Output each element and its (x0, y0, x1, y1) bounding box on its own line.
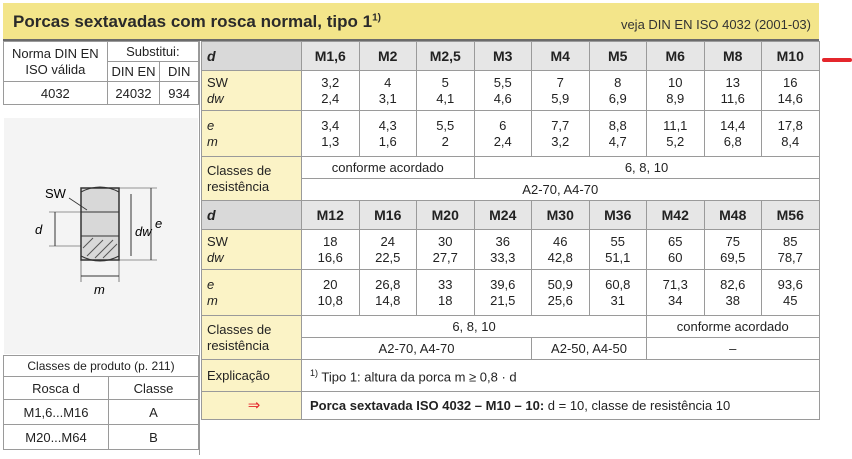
e-m-cell: 60,8 31 (589, 270, 647, 316)
sw-dw-cell: 36 33,3 (474, 230, 532, 270)
example-arrow-icon: ⇒ (202, 392, 302, 420)
size-header-label: d (202, 42, 302, 71)
sw-dw-cell: 13 11,6 (704, 71, 762, 111)
size-cell: M5 (589, 42, 647, 71)
nut-body-shape (81, 188, 119, 260)
dimensions-table (201, 41, 820, 420)
e-m-cell: 17,8 8,4 (762, 111, 820, 157)
norma-value: 4032 (4, 82, 108, 105)
sw-dw-cell: 16 14,6 (762, 71, 820, 111)
sw-dw-cell: 18 16,6 (302, 230, 360, 270)
e-m-cell: 82,6 38 (704, 270, 762, 316)
e-m-cell: 20 10,8 (302, 270, 360, 316)
e-m-cell: 93,6 45 (762, 270, 820, 316)
conforme-cell-1: conforme acordado (302, 157, 475, 179)
table-row (202, 42, 820, 71)
sw-dw-cell: 5 4,1 (417, 71, 475, 111)
table-row (202, 111, 820, 157)
classes-label-1: Classes de resistência (202, 157, 302, 201)
size-cell: M30 (532, 201, 590, 230)
size-cell: M36 (589, 201, 647, 230)
label-dw: dw (135, 224, 152, 239)
size-cell: M8 (704, 42, 762, 71)
din-label: DIN (160, 62, 199, 82)
e-m-cell: 33 18 (417, 270, 475, 316)
explicacao-text: $^{1)}$ Tipo 1: altura da porca m ≥ 0,8 · d (302, 360, 820, 392)
e-m-label: e m (202, 270, 302, 316)
table-row (202, 201, 820, 230)
classes-label-2: Classes de resistência (202, 316, 302, 360)
size-cell: M24 (474, 201, 532, 230)
size-cell: M48 (704, 201, 762, 230)
explicacao-label: Explicação (202, 360, 302, 392)
sw-dw-cell: 5,5 4,6 (474, 71, 532, 111)
din-en-value: 24032 (107, 82, 160, 105)
label-e: e (155, 216, 163, 231)
red-marker-arrow-icon (822, 58, 852, 62)
norma-table (3, 41, 199, 105)
sw-dw-cell: 46 42,8 (532, 230, 590, 270)
sw-dw-cell: 85 78,7 (762, 230, 820, 270)
title-bar (3, 3, 819, 41)
classes-steel-2: 6, 8, 10 (302, 316, 647, 338)
table-row (202, 316, 820, 338)
table-row (202, 360, 820, 392)
table-row (202, 157, 820, 179)
dimensions-panel (201, 41, 819, 420)
size-cell: M10 (762, 42, 820, 71)
sw-dw-cell: 75 69,5 (704, 230, 762, 270)
rosca-header: Rosca d (4, 377, 109, 400)
size-cell: M56 (762, 201, 820, 230)
e-m-cell: 7,7 3,2 (532, 111, 590, 157)
table-row (202, 230, 820, 270)
rosca-row-1: M1,6...M16 (4, 400, 109, 425)
size-cell: M20 (417, 201, 475, 230)
e-m-cell: 50,9 25,6 (532, 270, 590, 316)
table-row (202, 270, 820, 316)
size-cell: M2,5 (417, 42, 475, 71)
classes-steel-1: 6, 8, 10 (474, 157, 819, 179)
label-d: d (35, 222, 43, 237)
substitui-label: Substitui: (107, 42, 198, 62)
label-sw: SW (45, 186, 66, 201)
sw-dw-cell: 55 51,1 (589, 230, 647, 270)
example-text: Porca sextavada ISO 4032 – M10 – 10: d = 10, classe de resistência 10 (302, 392, 820, 420)
product-class-table (3, 355, 199, 450)
table-row (202, 71, 820, 111)
sw-dw-label: SW dw (202, 71, 302, 111)
size-header-label: d (202, 201, 302, 230)
product-classes-label: Classes de produto (p. 211) (4, 356, 199, 377)
sw-dw-cell: 10 8,9 (647, 71, 705, 111)
e-m-cell: 26,8 14,8 (359, 270, 417, 316)
size-cell: M4 (532, 42, 590, 71)
size-cell: M42 (647, 201, 705, 230)
e-m-label: e m (202, 111, 302, 157)
e-m-cell: 71,3 34 (647, 270, 705, 316)
size-cell: M3 (474, 42, 532, 71)
sw-dw-label: SW dw (202, 230, 302, 270)
sw-dw-cell: 30 27,7 (417, 230, 475, 270)
din-value: 934 (160, 82, 199, 105)
size-cell: M1,6 (302, 42, 360, 71)
stainless-b: A2-50, A4-50 (532, 338, 647, 360)
e-m-cell: 14,4 6,8 (704, 111, 762, 157)
sw-dw-cell: 24 22,5 (359, 230, 417, 270)
e-m-cell: 8,8 4,7 (589, 111, 647, 157)
conforme-cell-2: conforme acordado (647, 316, 820, 338)
e-m-cell: 5,5 2 (417, 111, 475, 157)
e-m-cell: 4,3 1,6 (359, 111, 417, 157)
standard-reference: veja DIN EN ISO 4032 (2001-03) (620, 17, 811, 32)
norma-label: Norma DIN EN ISO válida (4, 42, 108, 82)
label-m: m (94, 282, 105, 297)
classes-stainless-1: A2-70, A4-70 (302, 179, 820, 201)
e-m-cell: 6 2,4 (474, 111, 532, 157)
e-m-cell: 39,6 21,5 (474, 270, 532, 316)
table-row (202, 392, 820, 420)
stainless-a: A2-70, A4-70 (302, 338, 532, 360)
e-m-cell: 11,1 5,2 (647, 111, 705, 157)
classe-row-2: B (109, 425, 199, 450)
classe-header: Classe (109, 377, 199, 400)
sw-dw-cell: 3,2 2,4 (302, 71, 360, 111)
sw-dw-cell: 4 3,1 (359, 71, 417, 111)
rosca-row-2: M20...M64 (4, 425, 109, 450)
sw-dw-cell: 8 6,9 (589, 71, 647, 111)
stainless-c: – (647, 338, 820, 360)
datasheet (3, 3, 819, 455)
sw-dw-cell: 7 5,9 (532, 71, 590, 111)
size-cell: M2 (359, 42, 417, 71)
hex-nut-diagram (3, 118, 199, 354)
din-en-label: DIN EN (107, 62, 160, 82)
e-m-cell: 3,4 1,3 (302, 111, 360, 157)
nut-drawing (3, 118, 199, 354)
size-cell: M16 (359, 201, 417, 230)
left-panel (3, 41, 200, 455)
sw-dw-cell: 65 60 (647, 230, 705, 270)
size-cell: M6 (647, 42, 705, 71)
classe-row-1: A (109, 400, 199, 425)
page-title: Porcas sextavadas com rosca normal, tipo 1$^{1)}$ (13, 12, 381, 31)
size-cell: M12 (302, 201, 360, 230)
